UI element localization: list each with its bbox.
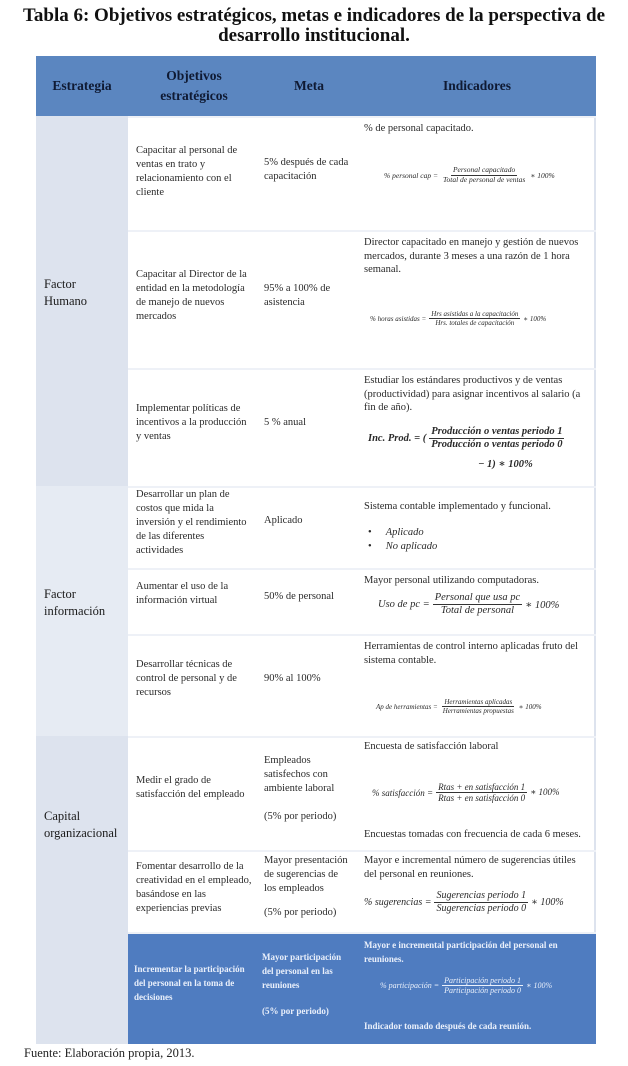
formula-lhs: % personal cap = (384, 170, 439, 180)
table-row (128, 570, 596, 634)
formula-lhs: Inc. Prod. = ( (368, 433, 427, 445)
row-indicator-note: Indicador tomado después de cada reunión. (364, 1021, 532, 1031)
row-indicator-text: Mayor personal utilizando computadoras. (364, 575, 539, 586)
table-row (128, 738, 596, 850)
row-indicator-text: Director capacitado en manejo y gestión de nuevos mercados, durante 3 meses a una razón de 1 hora semanal. (364, 237, 579, 275)
formula-numerator: Producción o ventas periodo 1 (429, 426, 564, 439)
row-goal: 95% a 100% de asistencia (264, 283, 331, 308)
strategy-label: Capital organizacional (44, 809, 118, 840)
table-row-highlighted (128, 934, 596, 1044)
formula-lhs: % sugerencias = (364, 896, 432, 908)
table-row (128, 636, 596, 736)
strategy-block-info (36, 486, 128, 736)
formula-numerator: Personal capacitado (452, 165, 516, 174)
formula-denominator: Participación periodo 0 (444, 986, 522, 996)
formula-denominator: Herramientas propuestas (442, 707, 514, 716)
row-goal: 90% al 100% (264, 673, 321, 684)
row-goal: 5 % anual (264, 417, 306, 428)
row-objective: Implementar políticas de incentivos a la producción y ventas (136, 403, 247, 442)
strategy-block-capital (36, 736, 128, 1044)
formula-numerator: Participación periodo 1 (444, 976, 522, 985)
row-goal: 50% de personal (264, 591, 334, 602)
header-indicators: Indicadores (442, 78, 511, 93)
formula-numerator: Hrs asistidas a la capacitación (431, 310, 519, 318)
row-objective: Desarrollar un plan de costos que mida la inversión y el rendimiento de las diferentes actividades (136, 489, 247, 556)
strategy-label: Factor información (44, 587, 106, 618)
formula-tail: ∗ 100% (526, 981, 553, 991)
row-formula-tail: − 1) ∗ 100% (478, 459, 533, 470)
table-row (128, 852, 596, 932)
row-goal: Mayor presentación de sugerencias de los empleados (264, 855, 348, 894)
row-indicator-text: Mayor e incremental participación del personal en reuniones. (364, 940, 558, 964)
formula-denominator: Total de personal de ventas (443, 174, 526, 184)
formula-denominator: Producción o ventas periodo 0 (431, 439, 563, 451)
formula-lhs: Uso de pc = (378, 599, 430, 611)
table-row (128, 488, 596, 568)
row-objective: Incrementar la participación del personal en la toma de decisiones (134, 964, 245, 1002)
formula-numerator: Rtas + en satisfacción 1 (438, 782, 526, 792)
formula-denominator: Sugerencias periodo 0 (436, 902, 527, 914)
formula-numerator: Herramientas aplicadas (444, 698, 513, 706)
formula-lhs: % satisfacción = (372, 787, 434, 798)
row-goal: 5% después de cada capacitación (264, 157, 349, 182)
formula-tail: ∗ 100% (530, 787, 560, 798)
header-strategy: Estrategia (52, 78, 112, 93)
list-item: • No aplicado (368, 541, 438, 552)
row-formula (384, 166, 555, 184)
row-indicator-text: Sistema contable implementado y funcional. (364, 501, 551, 512)
row-goal-sub: (5% por periodo) (264, 811, 337, 822)
row-objective: Aumentar el uso de la información virtual (136, 581, 229, 606)
formula-tail: ∗ 100% (523, 314, 547, 323)
row-formula (372, 782, 560, 804)
formula-denominator: Total de personal (440, 605, 514, 617)
row-goal: Mayor participación del personal en las reuniones (262, 952, 342, 990)
row-formula (376, 698, 542, 715)
row-formula (368, 426, 567, 451)
table-row (128, 370, 596, 486)
row-goal-sub: (5% por periodo) (264, 907, 337, 918)
formula-lhs: Ap de herramientas = (376, 702, 438, 711)
strategy-table (36, 56, 596, 1044)
table-row (128, 118, 596, 230)
row-objective: Fomentar desarrollo de la creatividad en el empleado, basándose en las experiencias previas (136, 861, 252, 914)
row-indicator-note: Encuestas tomadas con frecuencia de cada 6 meses. (364, 829, 581, 840)
formula-lhs: % participación = (380, 981, 440, 991)
table-row (128, 232, 596, 368)
table-header (36, 56, 596, 116)
row-goal: Empleados satisfechos con ambiente laboral (264, 755, 335, 794)
row-goal-sub: (5% por periodo) (262, 1006, 329, 1016)
row-indicator-text: Estudiar los estándares productivos y de ventas (productividad) para asignar incentivos al salario (a fin de año). (364, 375, 581, 413)
row-formula (380, 976, 552, 995)
formula-tail: ∗ 100% (525, 599, 560, 611)
formula-denominator: Hrs. totales de capacitación (435, 319, 515, 328)
row-goal: Aplicado (264, 515, 303, 526)
formula-denominator: Rtas + en satisfacción 0 (438, 793, 526, 804)
formula-numerator: Sugerencias periodo 1 (436, 890, 527, 901)
row-indicator-text: Herramientas de control interno aplicadas fruto del sistema contable. (364, 641, 578, 666)
formula-numerator: Personal que usa pc (433, 592, 522, 605)
formula-tail: ∗ 100% (518, 702, 542, 711)
row-objective: Capacitar al personal de ventas en trato y relacionamiento con el cliente (136, 145, 238, 198)
row-objective: Capacitar al Director de la entidad en la metodología de manejo de nuevos mercados (136, 269, 247, 322)
row-indicator-text: % de personal capacitado. (364, 123, 474, 134)
table-title: Tabla 6: Objetivos estratégicos, metas e indicadores de la perspectiva de desarrollo institucional. (22, 5, 606, 46)
list-item: • Aplicado (368, 527, 424, 538)
row-formula (370, 310, 546, 327)
header-objectives: Objetivos estratégicos (160, 68, 228, 103)
strategy-block-human (36, 116, 128, 486)
formula-tail: ∗ 100% (531, 896, 564, 908)
row-formula (364, 890, 564, 914)
row-indicator-text: Mayor e incremental número de sugerencias útiles del personal en reuniones. (364, 855, 576, 880)
formula-lhs: % horas asistidas = (370, 314, 427, 323)
formula-tail: ∗ 100% (530, 170, 555, 180)
row-formula (378, 592, 559, 617)
row-objective: Medir el grado de satisfacción del empleado (136, 775, 245, 800)
strategy-label: Factor Humano (44, 277, 88, 308)
header-goal: Meta (294, 78, 324, 93)
row-indicator-text: Encuesta de satisfacción laboral (364, 741, 499, 752)
row-objective: Desarrollar técnicas de control de personal y de recursos (136, 659, 237, 698)
source-footer: Fuente: Elaboración propia, 2013. (24, 1046, 195, 1060)
